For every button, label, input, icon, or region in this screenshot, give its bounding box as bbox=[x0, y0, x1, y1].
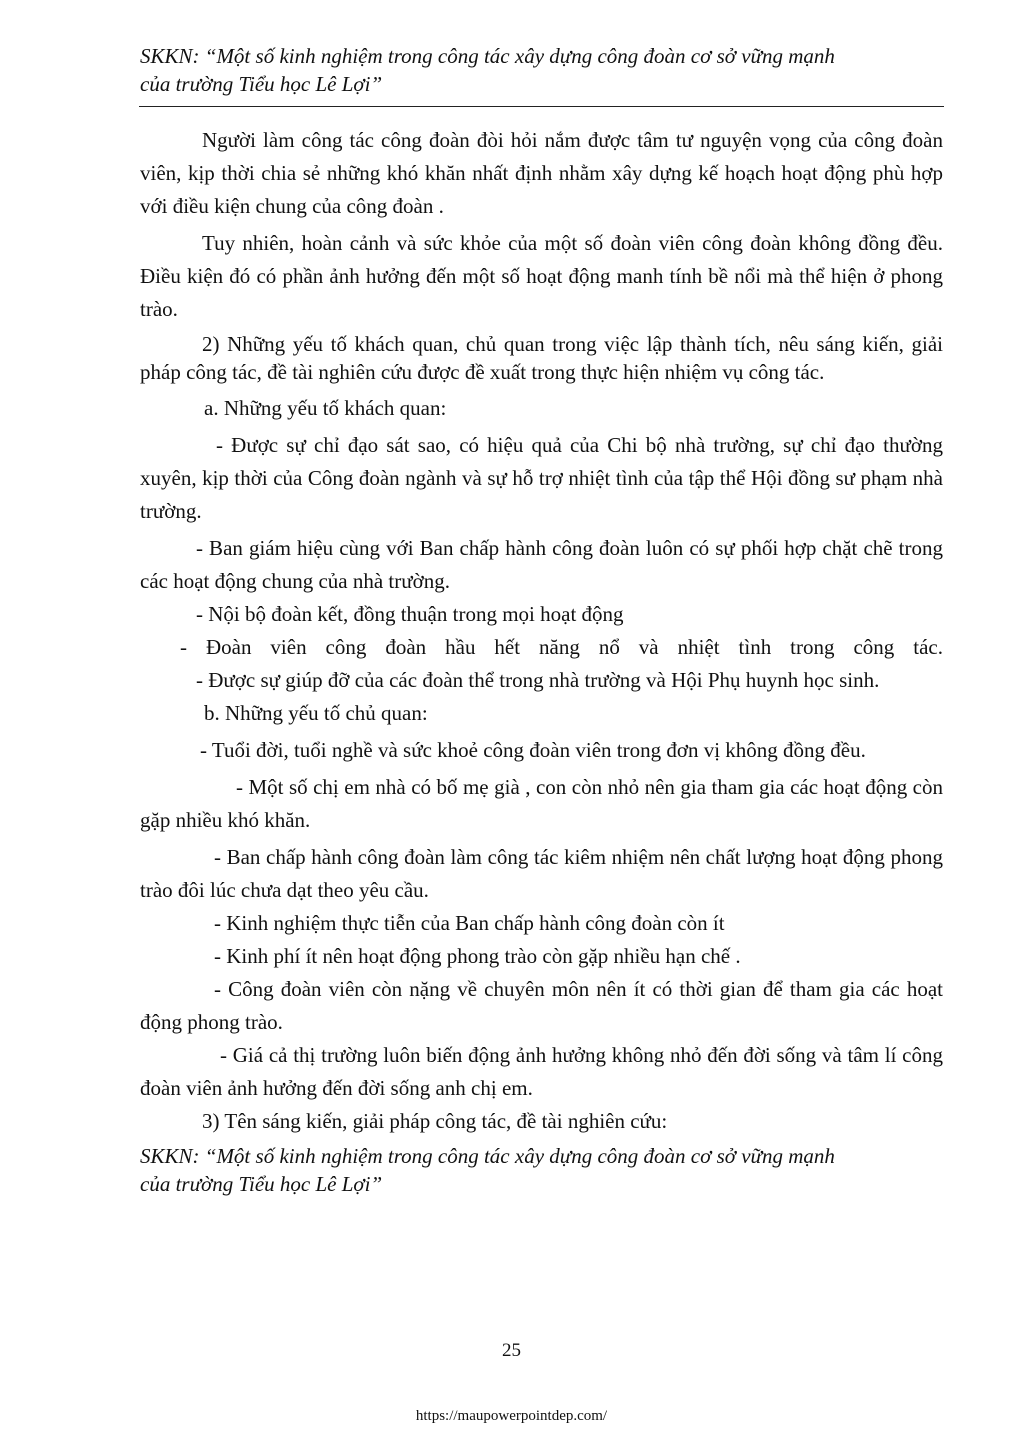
source-url: https://maupowerpointdep.com/ bbox=[415, 1408, 608, 1424]
running-header bbox=[140, 42, 945, 98]
paragraph: - Ban giám hiệu cùng với Ban chấp hành công đoàn luôn có sự phối hợp chặt chẽ trong các hoạt động chung của nhà trường. bbox=[140, 536, 943, 593]
paragraph: - Tuổi đời, tuổi nghề và sức khoẻ công đoàn viên trong đơn vị không đồng đều. bbox=[200, 738, 866, 762]
paragraph: - Nội bộ đoàn kết, đồng thuận trong mọi hoạt động bbox=[196, 602, 624, 626]
page-number: 25 bbox=[502, 1340, 521, 1361]
paragraph: - Được sự chỉ đạo sát sao, có hiệu quả của Chi bộ nhà trường, sự chỉ đạo thường xuyên, kịp thời của Công đoàn ngành và sự hỗ trợ nhiệt tình của tập thể Hội đồng sư phạm nhà trường. bbox=[140, 433, 943, 523]
paragraph: - Đoàn viên công đoàn hầu hết năng nổ và nhiệt tình trong công tác. bbox=[180, 635, 943, 659]
paragraph: - Giá cả thị trường luôn biến động ảnh hưởng không nhỏ đến đời sống và tâm lí công đoàn viên ảnh hưởng đến đời sống anh chị em. bbox=[140, 1043, 943, 1100]
paragraph: Tuy nhiên, hoàn cảnh và sức khỏe của một số đoàn viên công đoàn không đồng đều. Điều kiện đó có phần ảnh hưởng đến một số hoạt động manh tính bề nổi mà thể hiện ở phong trào. bbox=[140, 231, 943, 321]
paragraph: 2) Những yếu tố khách quan, chủ quan trong việc lập thành tích, nêu sáng kiến, giải pháp công tác, đề tài nghiên cứu được đề xuất trong thực hiện nhiệm vụ công tác. bbox=[140, 332, 943, 384]
paragraph: - Công đoàn viên còn nặng về chuyên môn nên ít có thời gian để tham gia các hoạt động phong trào. bbox=[140, 977, 943, 1034]
paragraph: 3) Tên sáng kiến, giải pháp công tác, đề tài nghiên cứu: bbox=[202, 1109, 668, 1133]
header-line-2: của trường Tiểu học Lê Lợi” bbox=[140, 72, 383, 96]
document-body bbox=[140, 124, 943, 1198]
paragraph: - Kinh phí ít nên hoạt động phong trào còn gặp nhiều hạn chế . bbox=[214, 944, 741, 968]
subheading: a. Những yếu tố khách quan: bbox=[204, 396, 447, 420]
paragraph: Người làm công tác công đoàn đòi hỏi nắm được tâm tư nguyện vọng của công đoàn viên, kịp thời chia sẻ những khó khăn nhất định nhằm xây dựng kế hoạch hoạt động phù hợp với điều kiện chung của công đoàn . bbox=[140, 128, 943, 218]
header-rule bbox=[139, 106, 944, 107]
initiative-title-line-2: của trường Tiểu học Lê Lợi” bbox=[140, 1172, 383, 1196]
subheading: b. Những yếu tố chủ quan: bbox=[204, 701, 428, 725]
header-line-1: SKKN: “Một số kinh nghiệm trong công tác xây dựng công đoàn cơ sở vững mạnh bbox=[140, 44, 835, 68]
initiative-title-line-1: SKKN: “Một số kinh nghiệm trong công tác xây dựng công đoàn cơ sở vững mạnh bbox=[140, 1144, 835, 1168]
paragraph: - Được sự giúp đỡ của các đoàn thể trong nhà trường và Hội Phụ huynh học sinh. bbox=[196, 668, 880, 692]
paragraph: - Ban chấp hành công đoàn làm công tác kiêm nhiệm nên chất lượng hoạt động phong trào đôi lúc chưa dạt theo yêu cầu. bbox=[140, 845, 943, 902]
paragraph: - Kinh nghiệm thực tiễn của Ban chấp hành công đoàn còn ít bbox=[214, 911, 725, 935]
initiative-title bbox=[140, 1142, 943, 1198]
paragraph: - Một số chị em nhà có bố mẹ già , con còn nhỏ nên gia tham gia các hoạt động còn gặp nhiều khó khăn. bbox=[140, 775, 943, 832]
